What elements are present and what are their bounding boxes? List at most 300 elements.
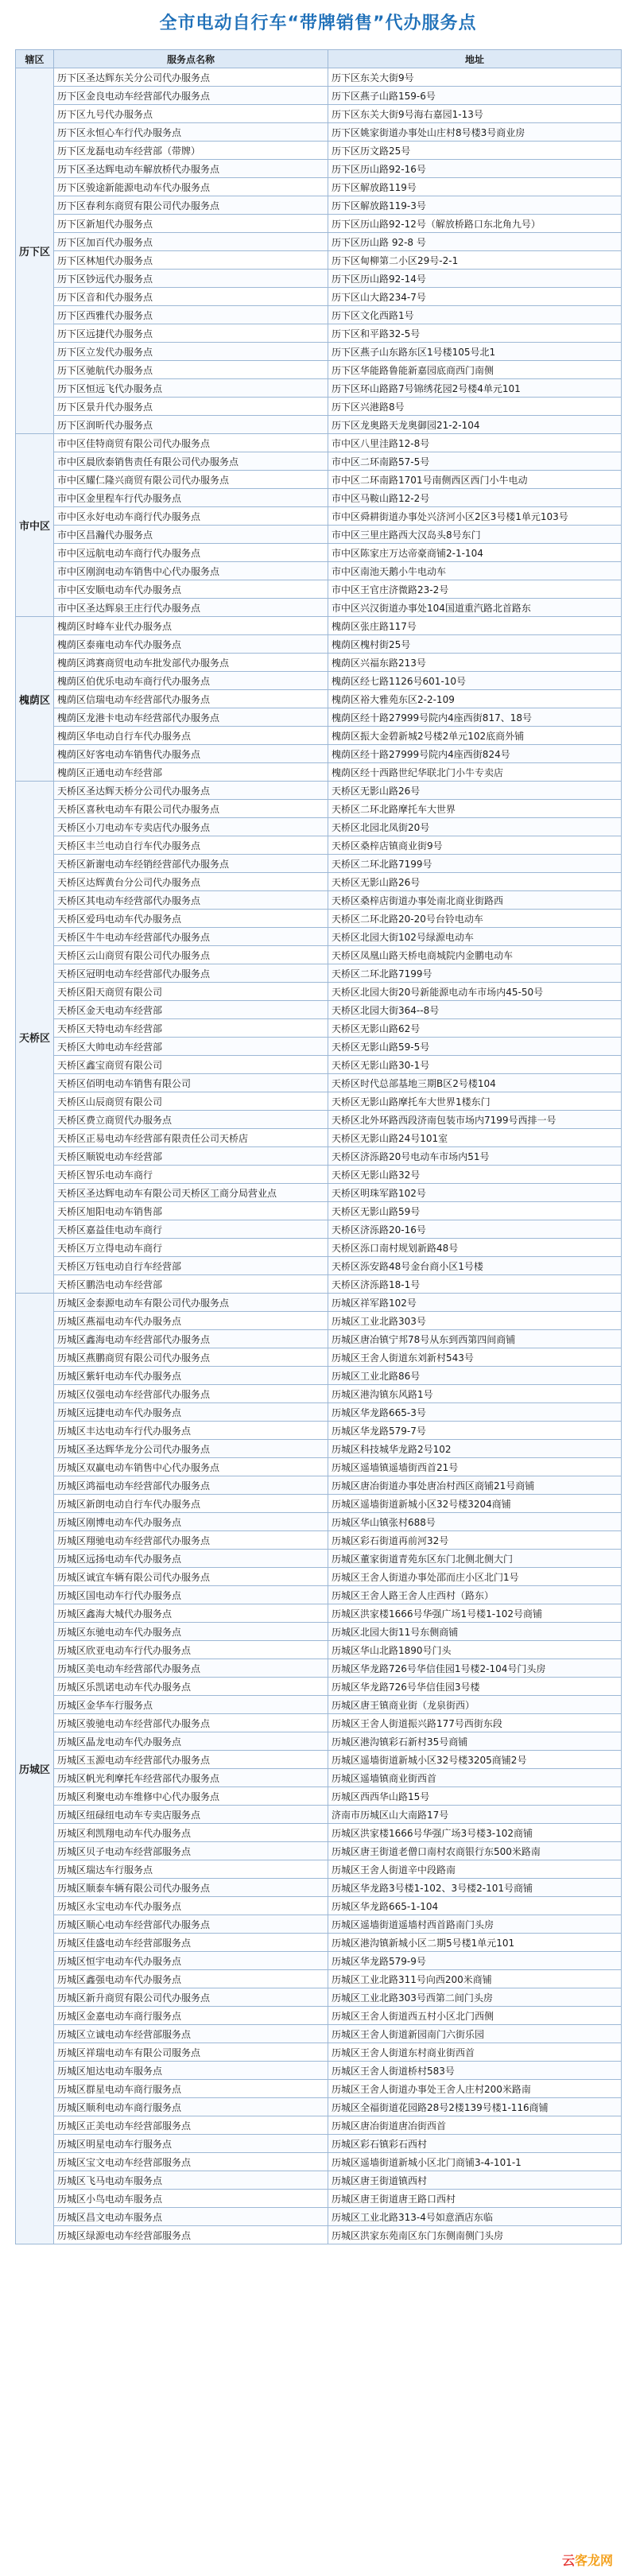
service-point-address: 历城区工业北路303号西第二间门头房 <box>328 1988 622 2007</box>
service-point-name: 历下区春利东商贸有限公司代办服务点 <box>54 196 328 215</box>
service-point-address: 历城区遥墙街道新城小区32号楼3204商铺 <box>328 1495 622 1513</box>
service-point-name: 历下区西雅代办服务点 <box>54 306 328 324</box>
service-point-name: 天桥区云山商贸有限公司代办服务点 <box>54 946 328 964</box>
service-point-address: 天桥区无影山路摩托车大世界1楼东门 <box>328 1092 622 1111</box>
table-row <box>16 1513 622 1531</box>
table-row <box>16 1385 622 1403</box>
table-row <box>16 946 622 964</box>
table-row <box>16 87 622 105</box>
service-point-name: 历城区远扬电动车代办服务点 <box>54 1550 328 1568</box>
service-point-address: 历城区王舍人街道新园南门六街乐园 <box>328 2025 622 2043</box>
service-point-name: 历城区圣达辉华龙分公司代办服务点 <box>54 1440 328 1458</box>
service-point-address: 市中区二环南路57-5号 <box>328 452 622 471</box>
service-point-address: 历下区环山路路7号锦绣花园2号楼4单元101 <box>328 379 622 398</box>
service-point-name: 历城区紫轩电动车代办服务点 <box>54 1367 328 1385</box>
table-row <box>16 142 622 160</box>
table-row <box>16 1440 622 1458</box>
table-row <box>16 1038 622 1056</box>
service-point-address: 历城区王舍人街道西五村小区北门西侧 <box>328 2007 622 2025</box>
service-point-address: 历下区历山路92-14号 <box>328 270 622 288</box>
service-point-address: 历城区港沟镇彩石新村35号商铺 <box>328 1732 622 1751</box>
service-point-address: 历下区文化西路1号 <box>328 306 622 324</box>
table-row <box>16 1751 622 1769</box>
service-point-address: 市中区二环南路1701号南侧西区西门小牛电动 <box>328 471 622 489</box>
table-row <box>16 1257 622 1275</box>
service-point-name: 市中区圣达辉泉王庄行代办服务点 <box>54 599 328 617</box>
service-point-name: 天桥区丰兰电动自行车代办服务点 <box>54 836 328 855</box>
service-point-name: 天桥区顺锐电动车经营部 <box>54 1147 328 1166</box>
table-row <box>16 1586 622 1604</box>
service-point-address: 历城区华山北路1890号门头 <box>328 1641 622 1659</box>
table-row <box>16 928 622 946</box>
service-point-name: 历下区钞远代办服务点 <box>54 270 328 288</box>
table-row <box>16 873 622 891</box>
service-point-address: 天桥区桑梓店镇商业街9号 <box>328 836 622 855</box>
table-body <box>16 68 622 2244</box>
table-row <box>16 599 622 617</box>
table-row <box>16 2135 622 2153</box>
table-row <box>16 2190 622 2208</box>
table-row <box>16 1147 622 1166</box>
service-point-address: 历城区遥墙街道新城小区北门商铺3-4-101-1 <box>328 2153 622 2171</box>
table-row <box>16 2116 622 2135</box>
table-row <box>16 1458 622 1476</box>
table-row <box>16 251 622 270</box>
table-row <box>16 1934 622 1952</box>
service-point-name: 天桥区智乐电动车商行 <box>54 1166 328 1184</box>
service-point-name: 市中区安顺电动车代办服务点 <box>54 580 328 599</box>
service-point-name: 历城区鑫海大城代办服务点 <box>54 1604 328 1623</box>
service-point-name: 历城区乐凯诺电动车代办服务点 <box>54 1678 328 1696</box>
service-point-name: 历城区永宝电动车代办服务点 <box>54 1897 328 1915</box>
service-point-name: 槐荫区正通电动车经营部 <box>54 763 328 782</box>
service-point-address: 市中区王官庄济微路23-2号 <box>328 580 622 599</box>
service-point-name: 天桥区爱玛电动车代办服务点 <box>54 910 328 928</box>
service-point-name: 历城区美电动车经营部代办服务点 <box>54 1659 328 1678</box>
table-row <box>16 379 622 398</box>
table-row <box>16 1129 622 1147</box>
table-row <box>16 288 622 306</box>
service-point-name: 历下区永恒心车行代办服务点 <box>54 123 328 142</box>
service-point-address: 历城区唐冶街道办事处唐冶村西区商铺21号商铺 <box>328 1476 622 1495</box>
service-point-address: 天桥区二环北路7199号 <box>328 964 622 983</box>
table-row <box>16 452 622 471</box>
table-row <box>16 105 622 123</box>
service-point-name: 历城区国电动车行代办服务点 <box>54 1586 328 1604</box>
service-point-name: 历城区东驰电动车代办服务点 <box>54 1623 328 1641</box>
table-row <box>16 1550 622 1568</box>
table-row <box>16 1001 622 1019</box>
page-title: 全市电动自行车“带牌销售”代办服务点 <box>159 14 477 33</box>
service-point-address: 天桥区北园北凤街20号 <box>328 818 622 836</box>
table-row <box>16 910 622 928</box>
table-row <box>16 562 622 580</box>
service-point-address: 历城区华龙路3号楼1-102、3号楼2-101号商铺 <box>328 1879 622 1897</box>
service-point-name: 历城区昌文电动车服务点 <box>54 2208 328 2226</box>
service-point-name: 历城区绿源电动车经营部服务点 <box>54 2226 328 2244</box>
service-point-address: 天桥区桑梓店街道办事处南北商业街路西 <box>328 891 622 910</box>
table-row <box>16 1367 622 1385</box>
table-row <box>16 1952 622 1970</box>
district-cell: 市中区 <box>16 434 54 617</box>
service-point-name: 历下区金良电动车经营部代办服务点 <box>54 87 328 105</box>
service-point-address: 天桥区无影山路26号 <box>328 782 622 800</box>
service-point-name: 历城区双赢电动车销售中心代办服务点 <box>54 1458 328 1476</box>
service-point-address: 历下区解放路119号 <box>328 178 622 196</box>
service-point-address: 槐荫区经十路27999号院内4座西街824号 <box>328 745 622 763</box>
table-row <box>16 471 622 489</box>
service-point-address: 天桥区泺安路48号金台商小区1号楼 <box>328 1257 622 1275</box>
service-point-address: 历下区燕子山东路东区1号楼105号北1 <box>328 343 622 361</box>
service-point-name: 槐荫区泰雍电动车代办服务点 <box>54 635 328 654</box>
service-point-name: 历城区欣亚电动车行代办服务点 <box>54 1641 328 1659</box>
service-point-address: 历城区全福街道花园路28号2楼139号楼1-116商铺 <box>328 2098 622 2116</box>
service-point-name: 历下区龙磊电动车经营部（带牌） <box>54 142 328 160</box>
service-point-address: 历城区华龙路726号华信佳园1号楼2-104号门头房 <box>328 1659 622 1678</box>
table-row <box>16 215 622 233</box>
table-row <box>16 233 622 251</box>
service-point-address: 天桥区明珠军路102号 <box>328 1184 622 1202</box>
table-row <box>16 1312 622 1330</box>
service-point-name: 天桥区鑫宝商贸有限公司 <box>54 1056 328 1074</box>
service-point-address: 济南市历城区山大南路17号 <box>328 1806 622 1824</box>
service-point-name: 历下区音和代办服务点 <box>54 288 328 306</box>
service-point-address: 历城区唐王镇商业街（龙泉街西） <box>328 1696 622 1714</box>
table-row <box>16 2171 622 2190</box>
table-row <box>16 836 622 855</box>
service-point-name: 市中区刚润电动车销售中心代办服务点 <box>54 562 328 580</box>
table-row <box>16 1531 622 1550</box>
table-row <box>16 1111 622 1129</box>
service-point-address: 历下区东关大街9号海右嘉园1-13号 <box>328 105 622 123</box>
service-point-name: 天桥区喜秋电动车有限公司代办服务点 <box>54 800 328 818</box>
service-point-address: 历城区王舍人街道振兴路177号西街东段 <box>328 1714 622 1732</box>
service-point-address: 历下区姚家街道办事处山庄村8号楼3号商业房 <box>328 123 622 142</box>
service-point-name: 历下区驰航代办服务点 <box>54 361 328 379</box>
table-row <box>16 434 622 452</box>
service-point-address: 历下区和平路32-5号 <box>328 324 622 343</box>
service-point-name: 槐荫区好客电动车销售代办服务点 <box>54 745 328 763</box>
service-point-address: 历城区祥军路102号 <box>328 1294 622 1312</box>
table-row <box>16 2007 622 2025</box>
service-point-address: 历城区唐冶镇宁邦78号从东到西第四间商铺 <box>328 1330 622 1348</box>
service-point-address: 历城区洪家东苑南区东门东侧南侧门头房 <box>328 2226 622 2244</box>
service-point-address: 天桥区凤凰山路天桥电商城院内金鹏电动车 <box>328 946 622 964</box>
service-point-name: 历城区翔驰电动车经营部代办服务点 <box>54 1531 328 1550</box>
table-row <box>16 1988 622 2007</box>
table-row <box>16 1403 622 1422</box>
table-row <box>16 507 622 526</box>
table-row <box>16 1623 622 1641</box>
service-point-name: 历城区恒宇电动车代办服务点 <box>54 1952 328 1970</box>
service-point-address: 历城区洪家楼1666号华强广场1号楼1-102号商铺 <box>328 1604 622 1623</box>
watermark-part-a: 云 <box>561 2552 575 2568</box>
service-point-address: 历下区山大路234-7号 <box>328 288 622 306</box>
service-point-table <box>15 49 622 2244</box>
district-cell: 槐荫区 <box>16 617 54 782</box>
service-point-address: 天桥区北外环路西段济南包装市场内7199号西排一号 <box>328 1111 622 1129</box>
service-point-address: 历下区兴港路8号 <box>328 398 622 416</box>
service-point-name: 历城区立诚电动车经营部服务点 <box>54 2025 328 2043</box>
table-row <box>16 654 622 672</box>
service-point-name: 槐荫区信瑞电动车经营部代办服务点 <box>54 690 328 708</box>
table-row <box>16 2062 622 2080</box>
service-point-name: 槐荫区伯优乐电动车商行代办服务点 <box>54 672 328 690</box>
service-point-name: 市中区远航电动车商行代办服务点 <box>54 544 328 562</box>
service-point-name: 历下区远捷代办服务点 <box>54 324 328 343</box>
service-point-address: 历下区历山路92-12号（解放桥路口东北角九号） <box>328 215 622 233</box>
table-row <box>16 270 622 288</box>
service-point-address: 槐荫区经七路1126号601-10号 <box>328 672 622 690</box>
table-row <box>16 855 622 873</box>
service-point-address: 历城区唐王街道老僧口南村农商银行东500米路南 <box>328 1842 622 1860</box>
service-point-address: 历城区港沟镇新城小区二期5号楼1单元101 <box>328 1934 622 1952</box>
service-point-name: 历城区丰达电动车行代办服务点 <box>54 1422 328 1440</box>
service-point-address: 天桥区泺口南村规划新路48号 <box>328 1239 622 1257</box>
service-point-name: 槐荫区龙港卡电动车经营部代办服务点 <box>54 708 328 727</box>
service-point-address: 天桥区北园大街102号绿源电动车 <box>328 928 622 946</box>
service-point-name: 历城区骏驰电动车经营部代办服务点 <box>54 1714 328 1732</box>
service-point-name: 历城区正美电动车经营部服务点 <box>54 2116 328 2135</box>
service-point-address: 天桥区无影山路59-5号 <box>328 1038 622 1056</box>
service-point-name: 天桥区圣达辉电动车有限公司天桥区工商分局营业点 <box>54 1184 328 1202</box>
table-row <box>16 2153 622 2171</box>
table-row <box>16 818 622 836</box>
service-point-name: 历城区玉源电动车经营部代办服务点 <box>54 1751 328 1769</box>
service-point-name: 历城区飞马电动车服务点 <box>54 2171 328 2190</box>
table-row <box>16 1806 622 1824</box>
service-point-address: 槐荫区经十路27999号院内4座西街817、18号 <box>328 708 622 727</box>
watermark-part-b: 客龙网 <box>575 2552 614 2568</box>
service-point-name: 历下区润昕代办服务点 <box>54 416 328 434</box>
service-point-name: 历城区燕鹏商贸有限公司代办服务点 <box>54 1348 328 1367</box>
service-point-address: 天桥区无影山路59号 <box>328 1202 622 1220</box>
service-point-address: 市中区南池天鹅小牛电动车 <box>328 562 622 580</box>
table-row <box>16 361 622 379</box>
service-point-address: 历下区东关大街9号 <box>328 68 622 87</box>
service-point-name: 天桥区万钰电动自行车经营部 <box>54 1257 328 1275</box>
table-row <box>16 800 622 818</box>
table-header-row <box>16 50 622 68</box>
service-point-address: 天桥区二环北路20-20号台铃电动车 <box>328 910 622 928</box>
service-point-address: 历城区王舍人街道办事处邵而庄小区北门1号 <box>328 1568 622 1586</box>
service-point-name: 历城区金泰源电动车有限公司代办服务点 <box>54 1294 328 1312</box>
service-point-address: 历城区王舍人街道东刘新村543号 <box>328 1348 622 1367</box>
table-row <box>16 983 622 1001</box>
service-point-name: 历城区金嘉电动车商行服务点 <box>54 2007 328 2025</box>
service-point-name: 市中区金里程车行代办服务点 <box>54 489 328 507</box>
table-row <box>16 1604 622 1623</box>
service-point-address: 市中区舜耕街道办事处兴济河小区2区3号楼1单元103号 <box>328 507 622 526</box>
service-point-address: 天桥区时代总部基地三期B区2号楼104 <box>328 1074 622 1092</box>
service-point-name: 天桥区鹏浩电动车经营部 <box>54 1275 328 1294</box>
table-row <box>16 123 622 142</box>
service-point-name: 历城区诚宜车辆有限公司代办服务点 <box>54 1568 328 1586</box>
service-point-address: 历城区工业北路86号 <box>328 1367 622 1385</box>
service-point-address: 历下区燕子山路159-6号 <box>328 87 622 105</box>
service-point-address: 历城区王舍人街道桥村583号 <box>328 2062 622 2080</box>
table-row <box>16 580 622 599</box>
service-point-name: 历城区利凯翔电动车代办服务点 <box>54 1824 328 1842</box>
service-point-address: 历下区历山路92-16号 <box>328 160 622 178</box>
service-point-name: 历城区纽碌纽电动车专卖店服务点 <box>54 1806 328 1824</box>
service-point-address: 历城区华龙路726号华信佳园3号楼 <box>328 1678 622 1696</box>
service-point-address: 天桥区北园大街364--8号 <box>328 1001 622 1019</box>
table-row <box>16 1019 622 1038</box>
table-row <box>16 1220 622 1239</box>
table-row <box>16 1678 622 1696</box>
service-point-address: 历城区港沟镇东风路1号 <box>328 1385 622 1403</box>
service-point-address: 历下区龙奥路天龙奥御园21-2-104 <box>328 416 622 434</box>
table-row <box>16 2226 622 2244</box>
table-row <box>16 1696 622 1714</box>
table-row <box>16 782 622 800</box>
table-row <box>16 160 622 178</box>
service-point-address: 槐荫区槐村街25号 <box>328 635 622 654</box>
table-row <box>16 1422 622 1440</box>
watermark-logo <box>544 2547 631 2571</box>
table-row <box>16 708 622 727</box>
service-point-address: 市中区陈家庄万达帝豪商铺2-1-104 <box>328 544 622 562</box>
service-point-name: 天桥区达辉黄台分公司代办服务点 <box>54 873 328 891</box>
service-point-address: 天桥区无影山路24号101室 <box>328 1129 622 1147</box>
service-point-name: 历城区小鸟电动车服务点 <box>54 2190 328 2208</box>
table-row <box>16 343 622 361</box>
table-row <box>16 635 622 654</box>
service-point-name: 市中区昌瀚代办服务点 <box>54 526 328 544</box>
table-row <box>16 1732 622 1751</box>
table-row <box>16 1348 622 1367</box>
service-point-address: 历城区彩石镇彩石西村 <box>328 2135 622 2153</box>
table-row <box>16 1184 622 1202</box>
table-row <box>16 1970 622 1988</box>
table-row <box>16 1275 622 1294</box>
service-point-address: 历城区董家街道青苑东区东门北侧北侧大门 <box>328 1550 622 1568</box>
service-point-address: 槐荫区裕大雅苑东区2-2-109 <box>328 690 622 708</box>
service-point-name: 天桥区小刀电动车专卖店代办服务点 <box>54 818 328 836</box>
table-row <box>16 891 622 910</box>
service-point-address: 天桥区无影山路62号 <box>328 1019 622 1038</box>
service-point-address: 槐荫区张庄路117号 <box>328 617 622 635</box>
table-row <box>16 1239 622 1257</box>
service-point-address: 历城区遥墙街道新城小区32号楼3205商铺2号 <box>328 1751 622 1769</box>
service-point-address: 天桥区二环北路摩托车大世界 <box>328 800 622 818</box>
service-point-name: 天桥区牛牛电动车经营部代办服务点 <box>54 928 328 946</box>
service-point-name: 历城区鸿福电动车经营部代办服务点 <box>54 1476 328 1495</box>
service-point-address: 历下区甸柳第二小区29号-2-1 <box>328 251 622 270</box>
service-point-name: 天桥区佰明电动车销售有限公司 <box>54 1074 328 1092</box>
service-point-name: 槐荫区时峰车业代办服务点 <box>54 617 328 635</box>
table-row <box>16 1641 622 1659</box>
table-row <box>16 690 622 708</box>
table-row <box>16 544 622 562</box>
service-point-name: 天桥区阳天商贸有限公司 <box>54 983 328 1001</box>
service-point-address: 历城区华龙路579-7号 <box>328 1422 622 1440</box>
service-point-name: 历城区利聚电动车维修中心代办服务点 <box>54 1787 328 1806</box>
service-point-name: 天桥区费立商贸代办服务点 <box>54 1111 328 1129</box>
service-point-name: 历城区旭达电动车服务点 <box>54 2062 328 2080</box>
table-row <box>16 1659 622 1678</box>
table-row <box>16 2098 622 2116</box>
service-point-name: 历城区顺心电动车经营部代办服务点 <box>54 1915 328 1934</box>
service-point-address: 市中区马鞍山路12-2号 <box>328 489 622 507</box>
table-row <box>16 1860 622 1879</box>
service-point-address: 历下区解放路119-3号 <box>328 196 622 215</box>
service-point-address: 历城区工业北路303号 <box>328 1312 622 1330</box>
table-row <box>16 763 622 782</box>
header-address: 地址 <box>328 50 622 68</box>
service-point-name: 天桥区新谢电动车经销经营部代办服务点 <box>54 855 328 873</box>
service-point-name: 市中区佳特商贸有限公司代办服务点 <box>54 434 328 452</box>
service-point-name: 历城区仪强电动车经营部代办服务点 <box>54 1385 328 1403</box>
service-point-address: 天桥区济泺路20-16号 <box>328 1220 622 1239</box>
service-point-address: 历城区华龙路665-3号 <box>328 1403 622 1422</box>
service-point-name: 历城区新升商贸有限公司代办服务点 <box>54 1988 328 2007</box>
service-point-address: 历城区遥墙街道遥墙村西首路南门头房 <box>328 1915 622 1934</box>
service-point-name: 历城区帆光利摩托车经营部代办服务点 <box>54 1769 328 1787</box>
table-row <box>16 178 622 196</box>
service-point-address: 历城区王舍人路王舍人庄西村（路东） <box>328 1586 622 1604</box>
service-point-name: 历城区燕福电动车代办服务点 <box>54 1312 328 1330</box>
table-row <box>16 1476 622 1495</box>
table-row <box>16 1495 622 1513</box>
service-point-name: 市中区晨欣泰销售责任有限公司代办服务点 <box>54 452 328 471</box>
table-row <box>16 1897 622 1915</box>
service-point-address: 历城区彩石街道再前河32号 <box>328 1531 622 1550</box>
service-point-address: 历城区工业北路313-4号如意酒店东临 <box>328 2208 622 2226</box>
district-cell: 历下区 <box>16 68 54 434</box>
table-row <box>16 416 622 434</box>
service-point-address: 历城区唐冶街道唐冶街西首 <box>328 2116 622 2135</box>
table-row <box>16 526 622 544</box>
service-point-name: 历下区恒远飞代办服务点 <box>54 379 328 398</box>
service-point-name: 历下区骏途新能源电动车代办服务点 <box>54 178 328 196</box>
service-point-address: 天桥区济泺路20号电动车市场内51号 <box>328 1147 622 1166</box>
table-row <box>16 1568 622 1586</box>
service-point-name: 槐荫区华电动自行车代办服务点 <box>54 727 328 745</box>
table-row <box>16 1915 622 1934</box>
service-point-address: 历城区王舍人街道东村商业街西首 <box>328 2043 622 2062</box>
service-point-address: 市中区八里洼路12-8号 <box>328 434 622 452</box>
service-point-name: 历城区祥瑞电动车有限公司服务点 <box>54 2043 328 2062</box>
table-row <box>16 1074 622 1092</box>
service-point-name: 历城区金华车行服务点 <box>54 1696 328 1714</box>
service-point-address: 历城区华山镇张村688号 <box>328 1513 622 1531</box>
service-point-address: 槐荫区振大金碧新城2号楼2单元102底商外铺 <box>328 727 622 745</box>
service-point-name: 天桥区大帅电动车经营部 <box>54 1038 328 1056</box>
service-point-address: 历城区唐王街道唐王路口西村 <box>328 2190 622 2208</box>
service-point-address: 历城区唐王街道镇西村 <box>328 2171 622 2190</box>
service-point-name: 历城区晶龙电动车代办服务点 <box>54 1732 328 1751</box>
table-row <box>16 68 622 87</box>
table-row <box>16 1202 622 1220</box>
service-point-name: 历城区顺泰车辆有限公司代办服务点 <box>54 1879 328 1897</box>
service-point-name: 天桥区圣达辉天桥分公司代办服务点 <box>54 782 328 800</box>
service-point-address: 历城区王舍人街道办事处王舍人庄村200米路南 <box>328 2080 622 2098</box>
service-point-name: 天桥区山辰商贸有限公司 <box>54 1092 328 1111</box>
table-row <box>16 1879 622 1897</box>
service-point-name: 历城区佳盛电动车经营部服务点 <box>54 1934 328 1952</box>
table-row <box>16 324 622 343</box>
service-point-address: 天桥区无影山路30-1号 <box>328 1056 622 1074</box>
table-row <box>16 196 622 215</box>
service-point-address: 槐荫区经十西路世纪华联北门小牛专卖店 <box>328 763 622 782</box>
table-row <box>16 398 622 416</box>
table-row <box>16 964 622 983</box>
service-point-name: 历城区宝文电动车经营部服务点 <box>54 2153 328 2171</box>
table-row <box>16 1824 622 1842</box>
service-point-name: 历城区贝子电动车经营部服务点 <box>54 1842 328 1860</box>
